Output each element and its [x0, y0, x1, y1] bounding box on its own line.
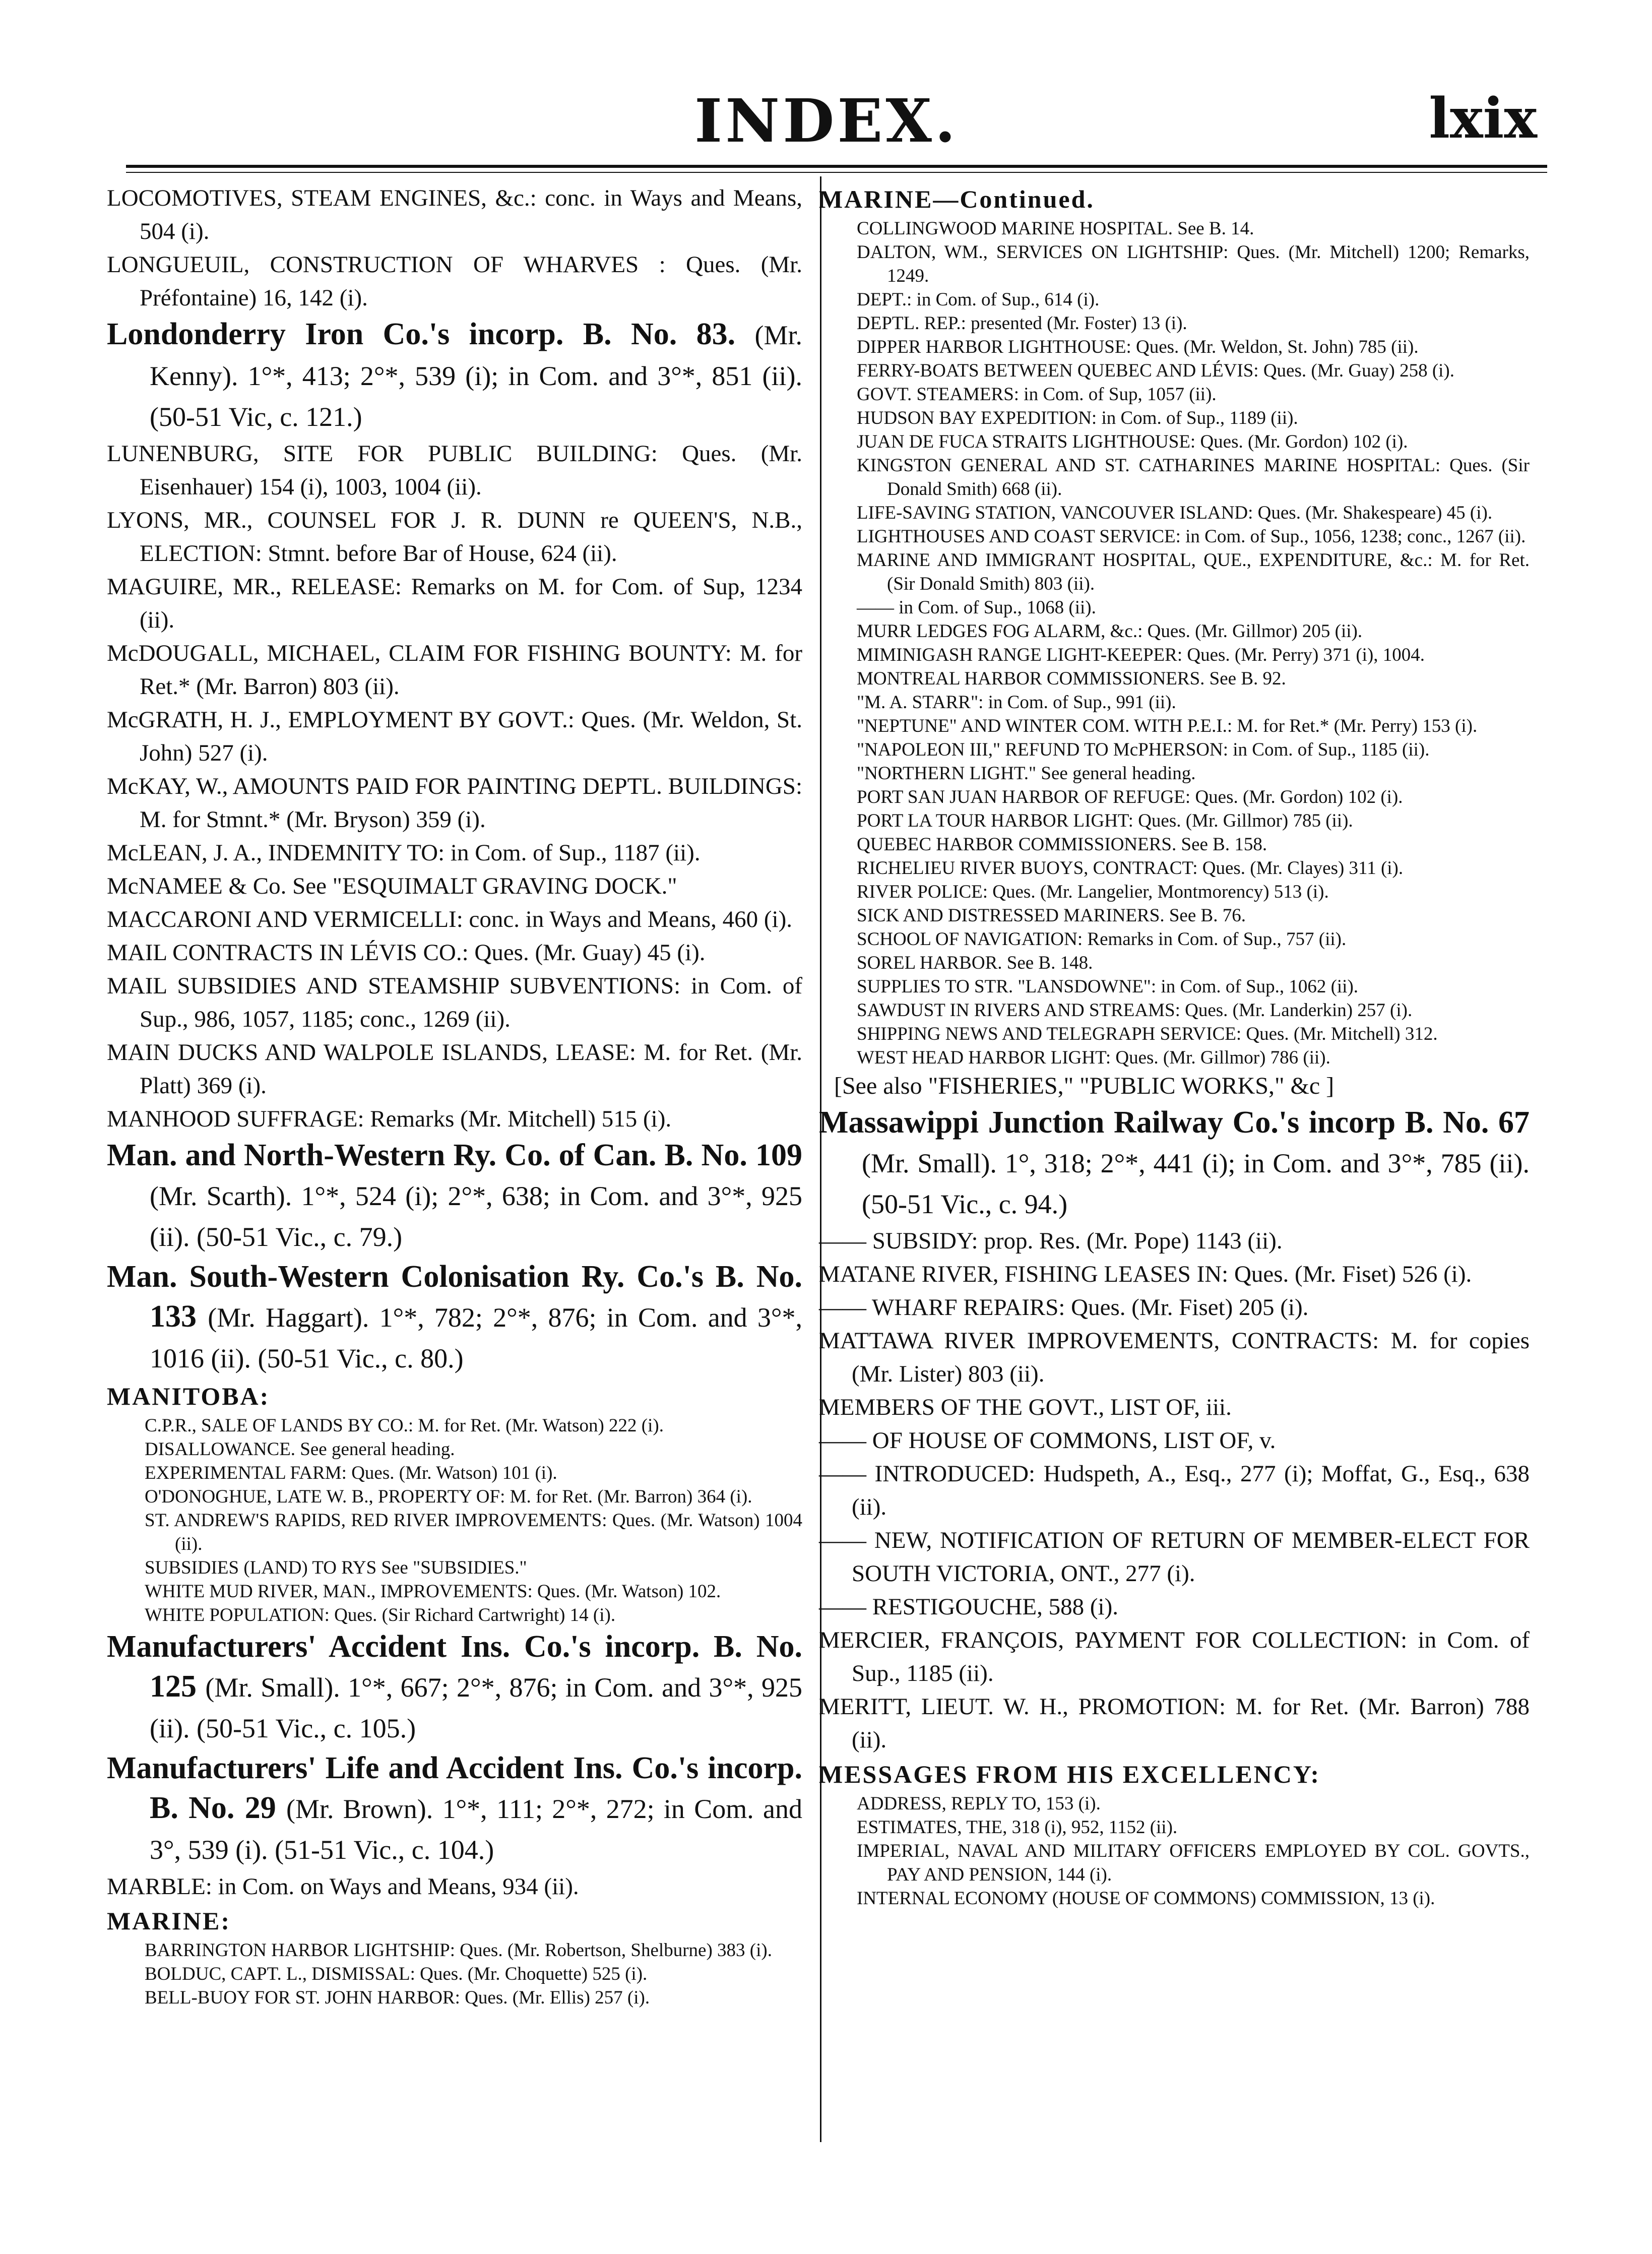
- index-subentry: [107, 1485, 802, 1509]
- section-heading: [819, 181, 1530, 217]
- index-subentry: [819, 1815, 1530, 1839]
- entry-text: BOLDUC, CAPT. L., DISMISSAL: Ques. (Mr. Choquette) 525 (i).: [145, 1964, 648, 1984]
- header-rule-thick: [126, 165, 1547, 168]
- index-entry: [819, 1590, 1530, 1623]
- index-subentry: [819, 762, 1530, 785]
- entry-text: MARINE AND IMMIGRANT HOSPITAL, QUE., EXPENDITURE, &c.: M. for Ret. (Sir Donald Smith) 803 (ii).: [857, 550, 1530, 594]
- index-subentry: [819, 1046, 1530, 1070]
- bill-entry: [107, 1136, 802, 1257]
- entry-text: Manufacturers' Life and Accident Ins. Co.'s incorp. B. No. 29: [107, 1751, 802, 1825]
- index-entry: [107, 770, 802, 836]
- entry-text: BARRINGTON HARBOR LIGHTSHIP: Ques. (Mr. Robertson, Shelburne) 383 (i).: [145, 1940, 772, 1961]
- entry-text: —— SUBSIDY: prop. Res. (Mr. Pope) 1143 (ii).: [819, 1228, 1283, 1254]
- index-subentry: [819, 217, 1530, 240]
- bill-entry: [107, 1257, 802, 1379]
- entry-text: "NAPOLEON III," REFUND TO McPHERSON: in Com. of Sup., 1185 (ii).: [857, 739, 1430, 760]
- entry-text: MATTAWA RIVER IMPROVEMENTS, CONTRACTS: M. for copies (Mr. Lister) 803 (ii).: [819, 1328, 1530, 1387]
- entry-text: MANHOOD SUFFRAGE: Remarks (Mr. Mitchell) 515 (i).: [107, 1106, 672, 1132]
- index-entry: [819, 1524, 1530, 1590]
- entry-text: DISALLOWANCE. See general heading.: [145, 1439, 455, 1460]
- entry-text: WHITE MUD RIVER, MAN., IMPROVEMENTS: Ques. (Mr. Watson) 102.: [145, 1581, 721, 1602]
- entry-text: —— OF HOUSE OF COMMONS, LIST OF, v.: [819, 1427, 1276, 1454]
- entry-reference: (Mr. Brown). 1°*, 111; 2°*, 272; in Com. and 3°, 539 (i). (51-51 Vic., c. 104.): [150, 1794, 802, 1865]
- index-subentry: [819, 525, 1530, 548]
- entry-text: MAIL SUBSIDIES AND STEAMSHIP SUBVENTIONS: in Com. of Sup., 986, 1057, 1185; conc., 1269 (ii).: [107, 973, 802, 1032]
- entry-text: MURR LEDGES FOG ALARM, &c.: Ques. (Mr. Gillmor) 205 (ii).: [857, 621, 1363, 642]
- index-entry: [819, 1424, 1530, 1457]
- entry-text: DEPTL. REP.: presented (Mr. Foster) 13 (i).: [857, 313, 1187, 334]
- index-subentry: [819, 596, 1530, 619]
- index-entry: [107, 703, 802, 770]
- index-subentry: [819, 975, 1530, 998]
- page-title: INDEX.: [694, 86, 959, 156]
- entry-text: Massawippi Junction Railway Co.'s incorp B. No. 67: [819, 1105, 1530, 1140]
- index-subentry: [819, 335, 1530, 359]
- index-subentry: [819, 1792, 1530, 1815]
- index-subentry: [819, 430, 1530, 454]
- entry-text: —— RESTIGOUCHE, 588 (i).: [819, 1594, 1118, 1620]
- entry-text: DEPT.: in Com. of Sup., 614 (i).: [857, 289, 1100, 310]
- index-subentry: [819, 619, 1530, 643]
- header-rule-thin: [126, 172, 1547, 173]
- entry-text: C.P.R., SALE OF LANDS BY CO.: M. for Ret. (Mr. Watson) 222 (i).: [145, 1415, 664, 1436]
- entry-text: MIMINIGASH RANGE LIGHT-KEEPER: Ques. (Mr. Perry) 371 (i), 1004.: [857, 645, 1425, 665]
- index-entry: [107, 504, 802, 570]
- index-entry: [819, 1258, 1530, 1291]
- see-also-note: [819, 1070, 1530, 1103]
- entry-text: —— INTRODUCED: Hudspeth, A., Esq., 277 (i); Moffat, G., Esq., 638 (ii).: [819, 1461, 1530, 1520]
- entry-text: MEMBERS OF THE GOVT., LIST OF, iii.: [819, 1394, 1232, 1420]
- index-entry: [107, 1036, 802, 1102]
- bill-entry: [107, 1748, 802, 1870]
- entry-text: QUEBEC HARBOR COMMISSIONERS. See B. 158.: [857, 834, 1267, 855]
- index-entry: [107, 836, 802, 869]
- index-subentry: [107, 1437, 802, 1461]
- index-subentry: [107, 1509, 802, 1556]
- index-subentry: [819, 383, 1530, 406]
- entry-text: WHITE POPULATION: Ques. (Sir Richard Cartwright) 14 (i).: [145, 1605, 616, 1625]
- index-entry: [107, 869, 802, 903]
- entry-reference: (Mr. Haggart). 1°*, 782; 2°*, 876; in Com. and 3°*, 1016 (ii). (50-51 Vic., c. 80.): [150, 1302, 802, 1373]
- entry-text: ADDRESS, REPLY TO, 153 (i).: [857, 1793, 1101, 1814]
- index-subentry: [819, 904, 1530, 927]
- entry-text: GOVT. STEAMERS: in Com. of Sup, 1057 (ii).: [857, 384, 1217, 405]
- entry-text: MAGUIRE, MR., RELEASE: Remarks on M. for Com. of Sup, 1234 (ii).: [107, 574, 802, 633]
- index-entry: [819, 1291, 1530, 1324]
- entry-text: SOREL HARBOR. See B. 148.: [857, 953, 1093, 973]
- entry-text: SUPPLIES TO STR. "LANSDOWNE": in Com. of Sup., 1062 (ii).: [857, 976, 1359, 997]
- entry-text: MARINE—Continued.: [819, 185, 1095, 213]
- right-column: [819, 181, 1530, 1910]
- index-subentry: [107, 1938, 802, 1962]
- bill-entry: [107, 315, 802, 437]
- index-entry: [819, 1623, 1530, 1690]
- index-subentry: [819, 240, 1530, 288]
- index-subentry: [107, 1461, 802, 1485]
- entry-text: RICHELIEU RIVER BUOYS, CONTRACT: Ques. (Mr. Clayes) 311 (i).: [857, 858, 1404, 879]
- index-subentry: [819, 359, 1530, 383]
- entry-text: MONTREAL HARBOR COMMISSIONERS. See B. 92.: [857, 668, 1286, 689]
- entry-text: —— WHARF REPAIRS: Ques. (Mr. Fiset) 205 (i).: [819, 1294, 1309, 1321]
- entry-text: SUBSIDIES (LAND) TO RYS See "SUBSIDIES.": [145, 1557, 527, 1578]
- index-subentry: [819, 501, 1530, 525]
- entry-text: LIGHTHOUSES AND COAST SERVICE: in Com. of Sup., 1056, 1238; conc., 1267 (ii).: [857, 526, 1526, 547]
- page-number: lxix: [1429, 86, 1537, 151]
- index-entry: [819, 1690, 1530, 1757]
- index-entry: [107, 969, 802, 1036]
- entry-text: MARBLE: in Com. on Ways and Means, 934 (ii).: [107, 1873, 579, 1900]
- index-subentry: [819, 1887, 1530, 1910]
- entry-text: PORT SAN JUAN HARBOR OF REFUGE: Ques. (Mr. Gordon) 102 (i).: [857, 787, 1403, 807]
- index-subentry: [819, 927, 1530, 951]
- entry-text: KINGSTON GENERAL AND ST. CATHARINES MARINE HOSPITAL: Ques. (Sir Donald Smith) 668 (ii).: [857, 455, 1530, 499]
- index-subentry: [107, 1580, 802, 1603]
- index-entry: [819, 1224, 1530, 1258]
- entry-reference: (Mr. Scarth). 1°*, 524 (i); 2°*, 638; in Com. and 3°*, 925 (ii). (50-51 Vic., c. 79.): [150, 1181, 802, 1252]
- entry-text: WEST HEAD HARBOR LIGHT: Ques. (Mr. Gillmor) 786 (ii).: [857, 1047, 1330, 1068]
- entry-text: MARINE:: [107, 1907, 231, 1935]
- entry-text: MERCIER, FRANÇOIS, PAYMENT FOR COLLECTION: in Com. of Sup., 1185 (ii).: [819, 1627, 1530, 1686]
- entry-text: BELL-BUOY FOR ST. JOHN HARBOR: Ques. (Mr. Ellis) 257 (i).: [145, 1987, 650, 2008]
- entry-text: MATANE RIVER, FISHING LEASES IN: Ques. (Mr. Fiset) 526 (i).: [819, 1261, 1472, 1287]
- entry-text: McDOUGALL, MICHAEL, CLAIM FOR FISHING BOUNTY: M. for Ret.* (Mr. Barron) 803 (ii).: [107, 640, 802, 700]
- index-subentry: [107, 1556, 802, 1580]
- index-entry: [819, 1391, 1530, 1424]
- index-subentry: [819, 288, 1530, 311]
- entry-text: ST. ANDREW'S RAPIDS, RED RIVER IMPROVEMENTS: Ques. (Mr. Watson) 1004 (ii).: [145, 1510, 802, 1554]
- index-subentry: [819, 667, 1530, 691]
- entry-text: COLLINGWOOD MARINE HOSPITAL. See B. 14.: [857, 218, 1254, 239]
- index-entry: [107, 1102, 802, 1136]
- index-subentry: [819, 880, 1530, 904]
- entry-reference: (Mr. Small). 1°, 318; 2°*, 441 (i); in Com. and 3°*, 785 (ii). (50-51 Vic., c. 94.): [862, 1148, 1530, 1219]
- entry-text: O'DONOGHUE, LATE W. B., PROPERTY OF: M. for Ret. (Mr. Barron) 364 (i).: [145, 1486, 752, 1507]
- index-entry: [107, 248, 802, 315]
- page-header: [116, 66, 1537, 156]
- index-subentry: [819, 454, 1530, 501]
- entry-text: DALTON, WM., SERVICES ON LIGHTSHIP: Ques. (Mr. Mitchell) 1200; Remarks, 1249.: [857, 242, 1530, 286]
- entry-text: MESSAGES FROM HIS EXCELLENCY:: [819, 1760, 1321, 1788]
- entry-text: —— NEW, NOTIFICATION OF RETURN OF MEMBER-ELECT FOR SOUTH VICTORIA, ONT., 277 (i).: [819, 1527, 1530, 1587]
- section-heading: [819, 1757, 1530, 1792]
- index-subentry: [819, 1022, 1530, 1046]
- entry-text: HUDSON BAY EXPEDITION: in Com. of Sup., 1189 (ii).: [857, 408, 1298, 428]
- index-subentry: [819, 548, 1530, 596]
- entry-text: "NORTHERN LIGHT." See general heading.: [857, 763, 1196, 784]
- entry-text: MAIL CONTRACTS IN LÉVIS CO.: Ques. (Mr. Guay) 45 (i).: [107, 940, 706, 966]
- entry-text: INTERNAL ECONOMY (HOUSE OF COMMONS) COMMISSION, 13 (i).: [857, 1888, 1435, 1909]
- entry-text: McLEAN, J. A., INDEMNITY TO: in Com. of Sup., 1187 (ii).: [107, 840, 701, 866]
- index-entry: [107, 903, 802, 936]
- index-subentry: [107, 1962, 802, 1986]
- left-column: [107, 181, 802, 2010]
- index-entry: [107, 437, 802, 504]
- index-subentry: [819, 691, 1530, 714]
- entry-text: SHIPPING NEWS AND TELEGRAPH SERVICE: Ques. (Mr. Mitchell) 312.: [857, 1024, 1438, 1044]
- index-subentry: [819, 406, 1530, 430]
- entry-text: IMPERIAL, NAVAL AND MILITARY OFFICERS EMPLOYED BY COL. GOVTS., PAY AND PENSION, 144 (i).: [857, 1841, 1530, 1885]
- index-entry: [819, 1457, 1530, 1524]
- index-subentry: [819, 856, 1530, 880]
- entry-text: LONGUEUIL, CONSTRUCTION OF WHARVES : Ques. (Mr. Préfontaine) 16, 142 (i).: [107, 252, 802, 311]
- entry-text: MACCARONI AND VERMICELLI: conc. in Ways and Means, 460 (i).: [107, 906, 792, 932]
- entry-text: Man. South-Western Colonisation Ry. Co.'s B. No. 133: [107, 1260, 802, 1334]
- section-heading: [107, 1379, 802, 1414]
- entry-text: SICK AND DISTRESSED MARINERS. See B. 76.: [857, 905, 1246, 926]
- index-subentry: [107, 1603, 802, 1627]
- index-subentry: [819, 998, 1530, 1022]
- index-entry: [819, 1324, 1530, 1391]
- section-heading: [107, 1903, 802, 1938]
- index-subentry: [819, 833, 1530, 856]
- index-subentry: [819, 1839, 1530, 1887]
- index-entry: [107, 570, 802, 637]
- entry-text: DIPPER HARBOR LIGHTHOUSE: Ques. (Mr. Weldon, St. John) 785 (ii).: [857, 337, 1419, 357]
- entry-text: [See also "FISHERIES," "PUBLIC WORKS," &c ]: [834, 1073, 1335, 1099]
- index-subentry: [819, 714, 1530, 738]
- index-subentry: [819, 738, 1530, 762]
- entry-text: FERRY-BOATS BETWEEN QUEBEC AND LÉVIS: Ques. (Mr. Guay) 258 (i).: [857, 360, 1455, 381]
- entry-text: LOCOMOTIVES, STEAM ENGINES, &c.: conc. in Ways and Means, 504 (i).: [107, 185, 802, 244]
- entry-text: RIVER POLICE: Ques. (Mr. Langelier, Montmorency) 513 (i).: [857, 882, 1329, 902]
- entry-text: LYONS, MR., COUNSEL FOR J. R. DUNN re QUEEN'S, N.B., ELECTION: Stmnt. before Bar of House, 624 (ii).: [107, 507, 802, 567]
- entry-text: MANITOBA:: [107, 1382, 270, 1410]
- entry-text: "M. A. STARR": in Com. of Sup., 991 (ii).: [857, 692, 1176, 713]
- bill-entry: [107, 1627, 802, 1748]
- index-subentry: [819, 643, 1530, 667]
- index-entry: [107, 936, 802, 969]
- entry-text: McNAMEE & Co. See "ESQUIMALT GRAVING DOCK.": [107, 873, 677, 899]
- entry-text: Londonderry Iron Co.'s incorp. B. No. 83.: [107, 317, 736, 351]
- index-subentry: [819, 311, 1530, 335]
- entry-text: LUNENBURG, SITE FOR PUBLIC BUILDING: Ques. (Mr. Eisenhauer) 154 (i), 1003, 1004 (ii).: [107, 441, 802, 500]
- index-subentry: [107, 1986, 802, 2010]
- index-entry: [107, 1870, 802, 1903]
- entry-text: "NEPTUNE" AND WINTER COM. WITH P.E.I.: M. for Ret.* (Mr. Perry) 153 (i).: [857, 716, 1478, 736]
- bill-entry: [819, 1103, 1530, 1224]
- entry-text: Manufacturers' Accident Ins. Co.'s incorp. B. No. 125: [107, 1630, 802, 1704]
- entry-text: PORT LA TOUR HARBOR LIGHT: Ques. (Mr. Gillmor) 785 (ii).: [857, 810, 1353, 831]
- entry-text: SCHOOL OF NAVIGATION: Remarks in Com. of Sup., 757 (ii).: [857, 929, 1347, 950]
- entry-text: McKAY, W., AMOUNTS PAID FOR PAINTING DEPTL. BUILDINGS: M. for Stmnt.* (Mr. Bryson) 359 (i).: [107, 773, 802, 833]
- entry-text: MERITT, LIEUT. W. H., PROMOTION: M. for Ret. (Mr. Barron) 788 (ii).: [819, 1694, 1530, 1753]
- entry-text: JUAN DE FUCA STRAITS LIGHTHOUSE: Ques. (Mr. Gordon) 102 (i).: [857, 431, 1408, 452]
- entry-reference: (Mr. Kenny). 1°*, 413; 2°*, 539 (i); in Com. and 3°*, 851 (ii). (50-51 Vic, c. 121.): [150, 320, 803, 432]
- index-entry: [107, 181, 802, 248]
- entry-text: EXPERIMENTAL FARM: Ques. (Mr. Watson) 101 (i).: [145, 1463, 557, 1483]
- entry-text: MAIN DUCKS AND WALPOLE ISLANDS, LEASE: M. for Ret. (Mr. Platt) 369 (i).: [107, 1039, 802, 1099]
- entry-reference: (Mr. Small). 1°*, 667; 2°*, 876; in Com. and 3°*, 925 (ii). (50-51 Vic., c. 105.): [150, 1672, 802, 1743]
- entry-text: LIFE-SAVING STATION, VANCOUVER ISLAND: Ques. (Mr. Shakespeare) 45 (i).: [857, 503, 1493, 523]
- index-subentry: [819, 809, 1530, 833]
- entry-text: McGRATH, H. J., EMPLOYMENT BY GOVT.: Ques. (Mr. Weldon, St. John) 527 (i).: [107, 707, 802, 766]
- index-subentry: [819, 951, 1530, 975]
- entry-text: ESTIMATES, THE, 318 (i), 952, 1152 (ii).: [857, 1817, 1178, 1838]
- entry-text: —— in Com. of Sup., 1068 (ii).: [857, 597, 1096, 618]
- index-subentry: [819, 785, 1530, 809]
- index-subentry: [107, 1414, 802, 1437]
- entry-text: Man. and North-Western Ry. Co. of Can. B. No. 109: [107, 1138, 802, 1172]
- index-entry: [107, 637, 802, 703]
- entry-text: SAWDUST IN RIVERS AND STREAMS: Ques. (Mr. Landerkin) 257 (i).: [857, 1000, 1413, 1021]
